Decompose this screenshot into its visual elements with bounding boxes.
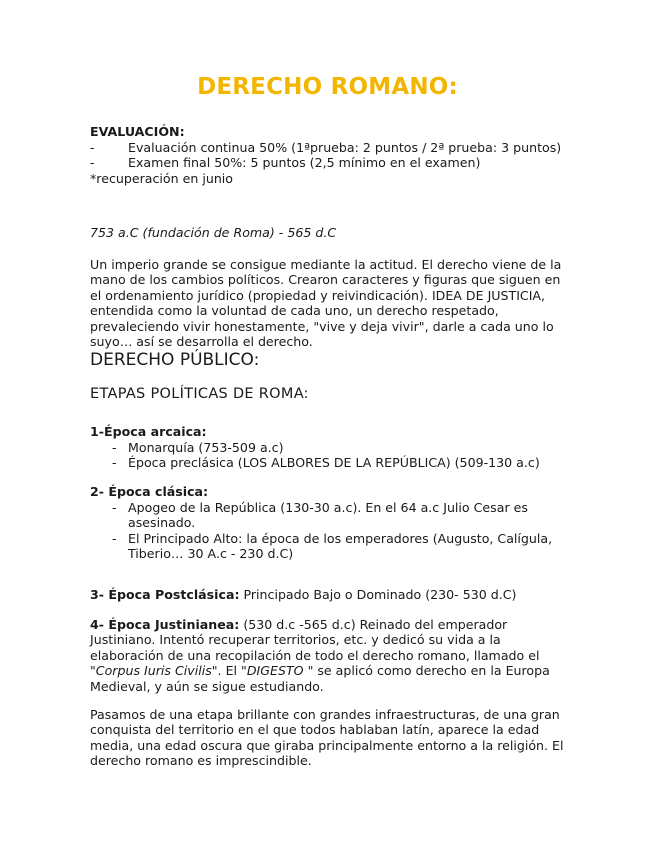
corpus-iuris-term: Corpus Iuris Civilis: [95, 663, 212, 679]
etapa-heading: 2- Época clásica:: [90, 484, 209, 499]
evaluation-item: [90, 155, 570, 171]
etapa-text: ". El ": [211, 663, 247, 679]
etapa-text: " se aplicó como derecho en la Europa Medieval, y aún se sigue estudiando.: [90, 663, 550, 694]
etapa-text: Principado Bajo o Dominado (230- 530 d.C): [239, 586, 517, 602]
list-item: [90, 500, 570, 531]
etapa-heading: 1-Época arcaica:: [90, 424, 207, 439]
list-item-text: Época preclásica (LOS ALBORES DE LA REPÚBLICA) (509-130 a.c): [128, 455, 540, 470]
dash-bullet: -: [112, 439, 117, 455]
etapa-justinianea: [90, 617, 570, 695]
evaluation-item-text: Evaluación continua 50% (1ªprueba: 2 puntos / 2ª prueba: 3 puntos): [128, 139, 562, 155]
list-item: [90, 455, 570, 471]
dash-bullet: -: [90, 155, 95, 170]
etapa-postclasica: [90, 587, 570, 603]
dash-bullet: -: [112, 499, 117, 515]
evaluation-section: [90, 124, 570, 186]
dash-bullet: -: [112, 530, 117, 546]
intro-paragraph: Un imperio grande se consigue mediante la actitud. El derecho viene de la mano de los cambios políticos. Crearon caracteres y figuras que siguen en el ordenamiento jurídico (propiedad y reivindicación). IDEA DE JUSTICIA, entendida como la voluntad de cada uno, un derecho respetado, prevaleciendo vivir honestamente, "vive y deja vivir", darle a cada uno lo suyo… así se desarrolla el derecho.: [90, 256, 562, 350]
etapa-heading: 4- Época Justinianea:: [90, 616, 240, 632]
closing-paragraph: Pasamos de una etapa brillante con grandes infraestructuras, de una gran conquista del territorio en el que todos hablaban latín, aparece la edad media, una edad oscura que giraba principalmente entorno a la religión. El derecho romano es imprescindible.: [90, 706, 564, 769]
evaluation-heading: EVALUACIÓN:: [90, 124, 185, 139]
etapa-arcaica: [90, 424, 570, 471]
etapa-heading: 3- Época Postclásica:: [90, 586, 240, 602]
dash-bullet: -: [112, 455, 117, 470]
date-range: 753 a.C (fundación de Roma) - 565 d.C: [90, 224, 337, 240]
etapas-heading: ETAPAS POLÍTICAS DE ROMA:: [90, 386, 309, 402]
etapa-text: (530 d.c -565 d.c) Reinado del emperador Justiniano. Intentó recuperar territorios, etc. y dedicó su vida a la elaboración de una recopilación de todo el derecho romano, llamado el ": [90, 616, 540, 679]
derecho-publico-heading: DERECHO PÚBLICO:: [90, 350, 260, 370]
list-item-text: El Principado Alto: la época de los emperadores (Augusto, Calígula, Tiberio… 30 A.c - 230 d.C): [128, 530, 553, 561]
document-title: DERECHO ROMANO:: [197, 74, 458, 100]
list-item-text: Monarquía (753-509 a.c): [128, 439, 284, 455]
list-item: [90, 531, 570, 562]
etapa-clasica: [90, 484, 570, 562]
dash-bullet: -: [90, 139, 95, 155]
evaluation-item: [90, 140, 570, 156]
recovery-note: *recuperación en junio: [90, 170, 234, 186]
list-item: [90, 440, 570, 456]
list-item-text: Apogeo de la República (130-30 a.c). En el 64 a.c Julio Cesar es asesinado.: [128, 499, 528, 530]
evaluation-item-text: Examen final 50%: 5 puntos (2,5 mínimo en el examen): [128, 155, 481, 170]
digesto-term: DIGESTO: [246, 663, 304, 679]
